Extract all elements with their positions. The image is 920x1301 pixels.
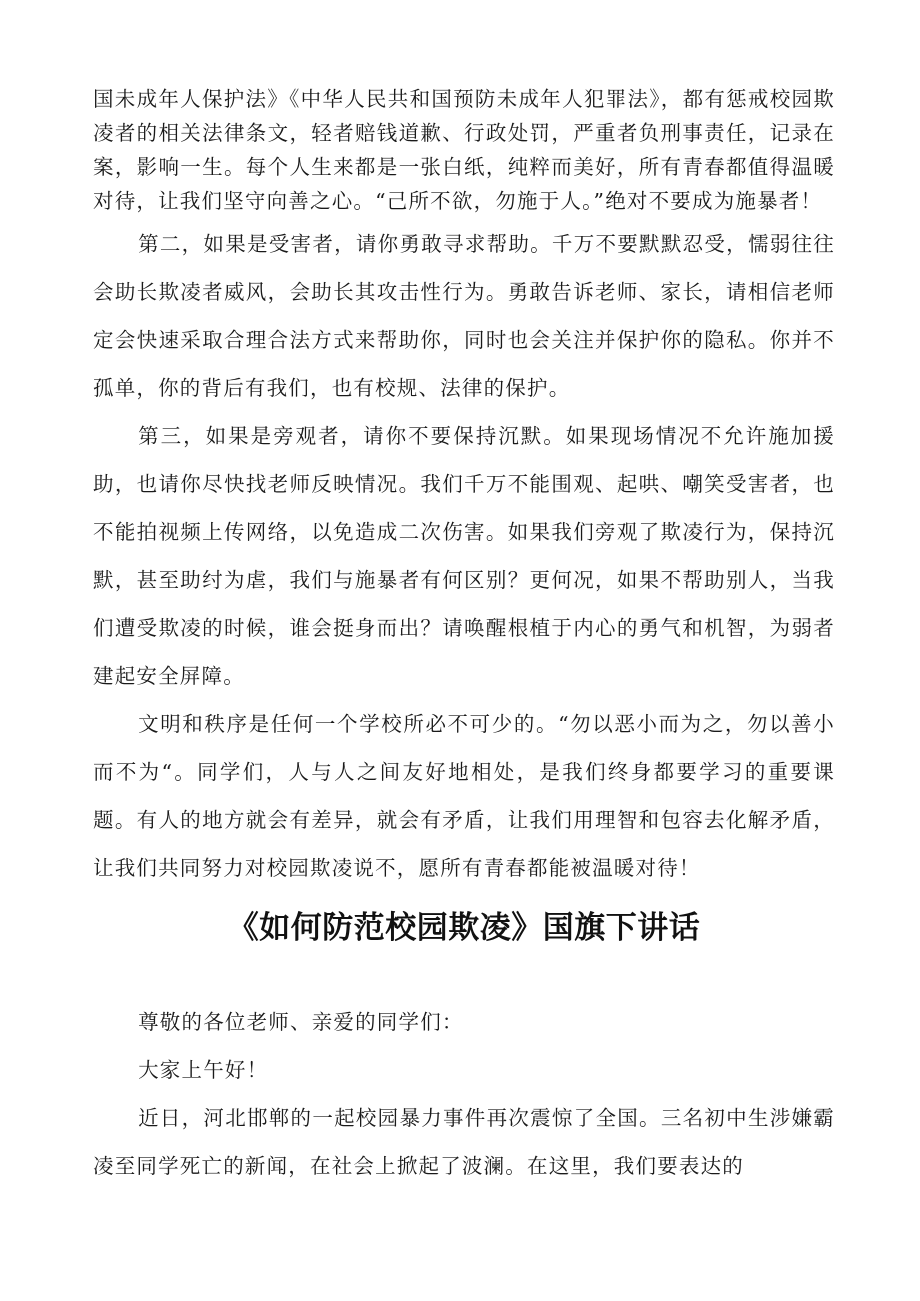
document-page: [93, 82, 835, 1190]
salutation: 尊敬的各位老师、亲爱的同学们：: [138, 1010, 464, 1034]
paragraph-conclusion: 文明和秩序是任何一个学校所必不可少的。“勿以恶小而为之，勿以善小而不为“。同学们，人与人之间友好地相处，是我们终身都要学习的重要课题。有人的地方就会有差异，就会有矛盾，让我们用理智和包容去化解矛盾，让我们共同努力对校园欺凌说不，愿所有青春都能被温暖对待！: [93, 712, 835, 880]
speech-title: 《如何防范校园欺凌》国旗下讲话: [227, 910, 701, 946]
paragraph-bystander-advice: 第三，如果是旁观者，请你不要保持沉默。如果现场情况不允许施加援助，也请你尽快找老师反映情况。我们千万不能围观、起哄、嘲笑受害者，也不能拍视频上传网络，以免造成二次伤害。如果我们旁观了欺凌行为，保持沉默，甚至助纣为虐，我们与施暴者有何区别？更何况，如果不帮助别人，当我们遭受欺凌的时候，谁会挺身而出？请唤醒根植于内心的勇气和机智，为弱者建起安全屏障。: [93, 424, 835, 688]
opening-paragraph: 近日，河北邯郸的一起校园暴力事件再次震惊了全国。三名初中生涉嫌霸凌至同学死亡的新闻，在社会上掀起了波澜。在这里，我们要表达的: [93, 1106, 835, 1178]
section-spacer: [93, 958, 835, 998]
greeting: 大家上午好！: [138, 1058, 269, 1082]
continuation-paragraph: 国未成年人保护法》《中华人民共和国预防未成年人犯罪法》，都有惩戒校园欺凌者的相关法律条文，轻者赔钱道歉、行政处罚，严重者负刑事责任，记录在案，影响一生。每个人生来都是一张白纸，纯粹而美好，所有青春都值得温暖对待，让我们坚守向善之心。“己所不欲，勿施于人。”绝对不要成为施暴者！: [93, 87, 835, 213]
paragraph-victim-advice: 第二，如果是受害者，请你勇敢寻求帮助。千万不要默默忍受，懦弱往往会助长欺凌者威风，会助长其攻击性行为。勇敢告诉老师、家长，请相信老师定会快速采取合理合法方式来帮助你，同时也会关注并保护你的隐私。你并不孤单，你的背后有我们，也有校规、法律的保护。: [93, 232, 835, 400]
